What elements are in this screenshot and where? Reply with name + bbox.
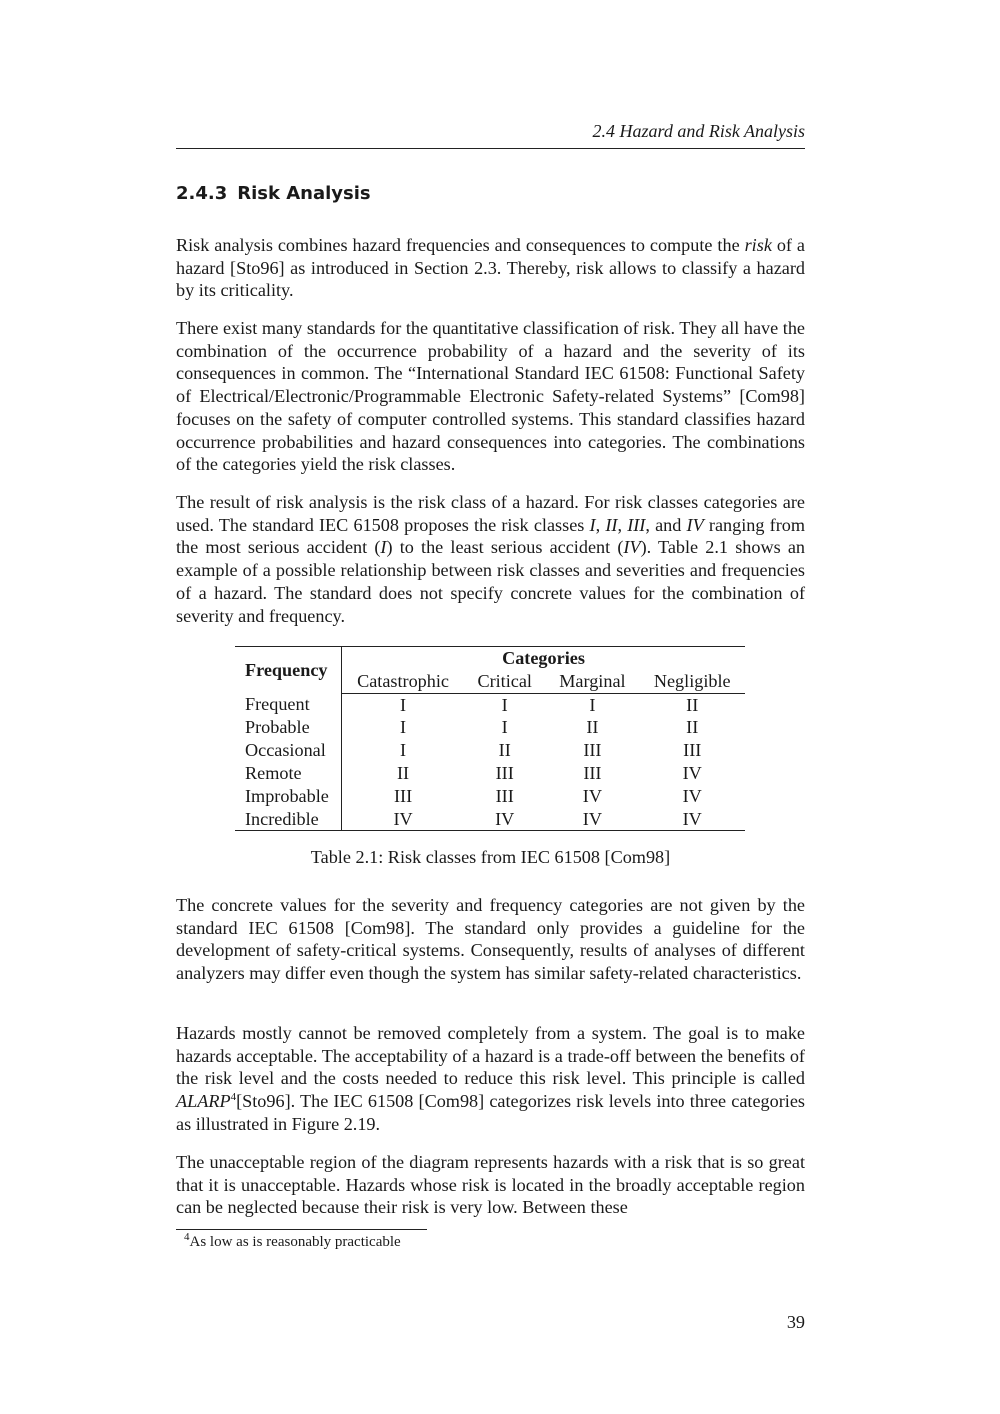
frequency-cell: Occasional — [235, 739, 342, 762]
risk-cell: II — [686, 694, 699, 715]
table-row — [235, 762, 745, 785]
footnote — [184, 1231, 401, 1251]
text-run: ranging from the most serious accident ( — [176, 514, 805, 558]
column-header: Marginal — [545, 670, 639, 693]
table-row — [235, 693, 745, 716]
risk-class-symbol: III — [627, 514, 646, 535]
section-number: 2.4.3 — [176, 183, 228, 204]
risk-class-symbol: I — [589, 514, 596, 535]
risk-cell: II — [686, 717, 699, 738]
frequency-cell: Remote — [235, 762, 342, 785]
paragraph-5 — [176, 1022, 805, 1136]
text-run: of a hazard [Sto96] as introduced in Section 2.3. Thereby, risk allows to classify a hazard by its criticality. — [176, 235, 805, 301]
risk-cell: IV — [342, 808, 465, 831]
frequency-cell: Incredible — [235, 808, 342, 831]
emphasis: risk — [744, 235, 772, 255]
risk-cell: III — [683, 740, 702, 761]
document-page — [176, 0, 805, 1414]
risk-cell: I — [589, 694, 596, 715]
risk-cell: III — [583, 740, 602, 761]
risk-class-symbol: IV — [623, 537, 641, 558]
paragraph-4: The concrete values for the severity and frequency categories are not given by the standard IEC 61508 [Com98]. The standard only provides a guideline for the development of safety-critical systems. Consequently, results of analyses of different analyzers may differ even though the system has similar safety-related characteristics. — [176, 895, 805, 984]
risk-cell: III — [495, 785, 514, 806]
footnote-reference: 4 — [230, 1091, 237, 1104]
page-number: 39 — [786, 1312, 805, 1332]
table-row — [235, 808, 745, 831]
paragraph-2: There exist many standards for the quantitative classification of risk. They all have the combination of the occurrence probability of a hazard and the severity of its consequences in common. The “International Standard IEC 61508: Functional Safety of Electrical/Electronic/Programmable Electronic Safety-related Systems” [Com98] focuses on the safety of computer controlled systems. This standard classifies hazard occurrence probabilities and hazard consequences into categories. The combinations of the categories yield the risk classes. — [176, 318, 805, 475]
text-run: Hazards mostly cannot be removed completely from a system. The goal is to make hazards acceptable. The acceptability of a hazard is a trade-off between the benefits of the risk level and the costs needed to reduce this risk level. This principle is called — [176, 1023, 805, 1089]
paragraph-1 — [176, 234, 805, 302]
risk-cell: I — [400, 740, 407, 761]
risk-class-symbol: IV — [686, 514, 704, 535]
section-heading — [176, 183, 371, 204]
table-row — [235, 785, 745, 808]
paragraph-3 — [176, 491, 805, 627]
text-run: The result of risk analysis is the risk class of a hazard. For risk classes categories are used. The standard IEC 61508 proposes the risk classes — [176, 492, 805, 535]
alarp-term: ALARP — [176, 1091, 231, 1112]
risk-cell: III — [393, 785, 413, 806]
column-header: Critical — [464, 670, 545, 693]
risk-cell: IV — [545, 808, 639, 831]
risk-cell: I — [501, 717, 508, 738]
risk-cell: II — [586, 717, 599, 738]
risk-cell: III — [583, 762, 602, 783]
risk-cell: IV — [682, 762, 702, 783]
text-run: ) to the least serious accident ( — [386, 537, 624, 558]
table-row — [235, 739, 745, 762]
frequency-cell: Frequent — [235, 693, 342, 716]
footnote-rule — [176, 1229, 427, 1230]
risk-cell: I — [400, 717, 407, 738]
column-header: Negligible — [639, 670, 745, 693]
risk-cell: IV — [639, 808, 745, 831]
risk-cell: I — [400, 694, 407, 715]
risk-class-symbol: I — [380, 537, 387, 558]
header-rule — [176, 148, 805, 149]
frequency-cell: Improbable — [235, 785, 342, 808]
paragraph-6: The unacceptable region of the diagram represents hazards with a risk that is so great that it is unacceptable. Hazards whose risk is located in the broadly acceptable region can be neglected because their risk is very low. Between these — [176, 1152, 805, 1218]
column-header: Catastrophic — [342, 670, 465, 693]
footnote-text: As low as is reasonably practicable — [189, 1234, 401, 1250]
text-run: ). Table 2.1 shows an example of a possible relationship between risk classes and severities and frequencies of a hazard. The standard does not specify concrete values for the combination of severity and frequency. — [176, 537, 805, 626]
risk-class-symbol: II — [605, 514, 618, 535]
text-run: , and — [645, 514, 687, 535]
risk-cell: III — [495, 762, 514, 783]
frequency-header: Frequency — [235, 647, 342, 694]
frequency-cell: Probable — [235, 716, 342, 739]
risk-cell: IV — [582, 785, 602, 806]
risk-cell: I — [501, 694, 508, 715]
text-run: Risk analysis combines hazard frequencies and consequences to compute the — [176, 235, 745, 255]
table-row — [235, 716, 745, 739]
table-caption: Table 2.1: Risk classes from IEC 61508 [Com98] — [310, 847, 671, 867]
text-run: , — [595, 514, 606, 535]
risk-cell: IV — [464, 808, 545, 831]
risk-cell: II — [498, 740, 511, 761]
risk-class-table — [235, 646, 745, 831]
risk-cell: II — [396, 762, 410, 783]
section-title: Risk Analysis — [237, 183, 371, 204]
footnote-number: 4 — [184, 1231, 190, 1243]
risk-cell: IV — [682, 785, 702, 806]
text-run: , — [617, 514, 628, 535]
text-run: [Sto96]. The IEC 61508 [Com98] categorizes risk levels into three categories as illustrated in Figure 2.19. — [176, 1091, 805, 1134]
running-header: 2.4 Hazard and Risk Analysis — [592, 121, 805, 141]
categories-header: Categories — [342, 647, 746, 670]
